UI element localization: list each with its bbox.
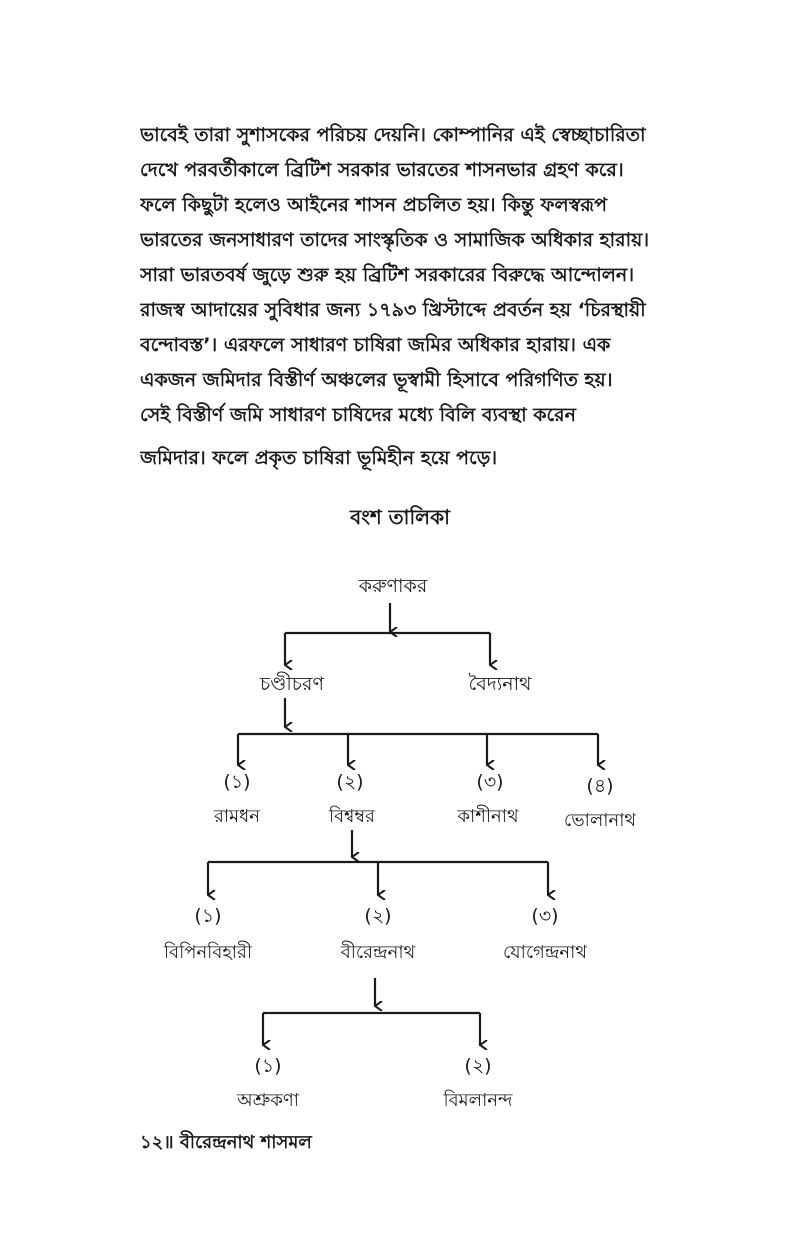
tree-node-bipinbihari: বিপিনবিহারী — [163, 942, 253, 963]
tree-node-kashinath: কাশীনাথ — [457, 806, 519, 827]
paragraph-line: জমিদার। ফলে প্রকৃত চাষিরা ভূমিহীন হয়ে পড়ে। — [140, 447, 498, 469]
paragraph-line: রাজস্ব আদায়ের সুবিধার জন্য ১৭৯৩ খ্রিস্টাব্দে প্রবর্তন হয় ‘চিরস্থায়ী — [140, 299, 646, 321]
tree-node-number: (৪) — [586, 775, 614, 797]
paragraph-line: দেখে পরবর্তীকালে ব্রিটিশ সরকার ভারতের শাসনভার গ্রহণ করে। — [140, 159, 624, 181]
tree-node-number: (১) — [254, 1055, 282, 1077]
tree-node-ramdhan: রামধন — [214, 806, 260, 827]
tree-node-number: (২) — [364, 905, 392, 927]
paragraph-line: সেই বিস্তীর্ণ জমি সাধারণ চাষিদের মধ্যে বিলি ব্যবস্থা করেন — [140, 404, 576, 426]
tree-node-ashrukona: অশ্রুকণা — [237, 1090, 299, 1111]
paragraph-line: একজন জমিদার বিস্তীর্ণ অঞ্চলের ভূস্বামী হিসাবে পরিগণিত হয়। — [140, 369, 613, 391]
tree-node-jogendranath: যোগেন্দ্রনাথ — [502, 942, 588, 963]
family-tree-title: বংশ তালিকা — [350, 505, 450, 529]
tree-connectors — [208, 603, 598, 1045]
tree-node-bholanath: ভোলানাথ — [563, 810, 637, 831]
tree-node-number: (১) — [194, 905, 222, 927]
tree-node-number: (৩) — [476, 771, 504, 793]
tree-node-number: (২) — [464, 1055, 492, 1077]
tree-node-birendranath: বীরেন্দ্রনাথ — [340, 942, 416, 963]
tree-node-chandicharan: চণ্ডীচরণ — [260, 673, 324, 695]
tree-node-bishwambar: বিশ্বম্বর — [329, 806, 375, 827]
tree-node-bimalananda: বিমলানন্দ — [443, 1090, 513, 1111]
paragraph-line: বন্দোবস্ত’। এরফলে সাধারণ চাষিরা জমির অধিকার হারায়। এক — [140, 334, 611, 356]
paragraph-line: ফলে কিছুটা হলেও আইনের শাসন প্রচলিত হয়। কিন্তু ফলস্বরূপ — [140, 194, 607, 216]
page-footer: ১২॥ বীরেন্দ্রনাথ শাসমল — [140, 1132, 312, 1153]
paragraph-line: সারা ভারতবর্ষ জুড়ে শুরু হয় ব্রিটিশ সরকারের বিরুদ্ধে আন্দোলন। — [140, 264, 634, 286]
paragraph-line: ভাবেই তারা সুশাসকের পরিচয় দেয়নি। কোম্পানির এই স্বেচ্ছাচারিতা — [140, 124, 646, 146]
tree-node-root: করুণাকর — [358, 575, 428, 597]
tree-node-number: (২) — [336, 771, 364, 793]
tree-node-baidyanath: বৈদ্যনাথ — [468, 673, 532, 695]
tree-node-number: (১) — [223, 771, 251, 793]
paragraph-line: ভারতের জনসাধারণ তাদের সাংস্কৃতিক ও সামাজিক অধিকার হারায়। — [140, 229, 650, 251]
tree-node-number: (৩) — [531, 905, 559, 927]
